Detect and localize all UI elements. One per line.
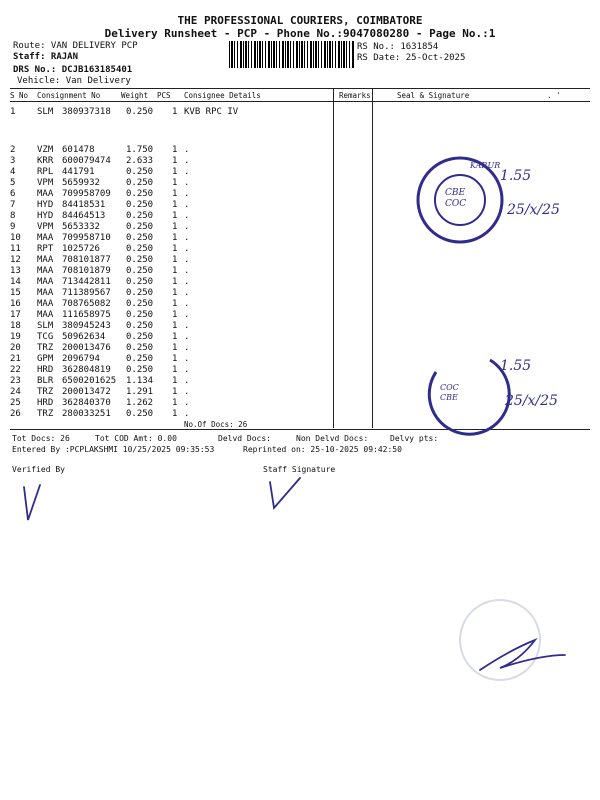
row-sno: 1 [10, 107, 16, 117]
row-code: HYD [37, 211, 54, 221]
staff-label: Staff: RAJAN [13, 52, 79, 62]
row-sno: 24 [10, 387, 21, 397]
row-pcs: 1 [172, 167, 178, 177]
row-consignee: . [184, 233, 190, 243]
runsheet-subtitle: Delivery Runsheet - PCP - Phone No.:9047080280 - Page No.:1 [104, 27, 496, 40]
row-pcs: 1 [172, 156, 178, 166]
drs-number: DRS No.: DCJB163185401 [13, 65, 133, 75]
row-weight: 1.750 [126, 145, 154, 155]
row-weight: 0.250 [126, 321, 154, 331]
row-sno: 22 [10, 365, 21, 375]
row-consignee: . [184, 398, 190, 408]
row-pcs: 1 [172, 200, 178, 210]
row-consignment: 2096794 [62, 354, 100, 364]
reprinted-on: Reprinted on: 25-10-2025 09:42:50 [243, 445, 402, 454]
row-sno: 15 [10, 288, 21, 298]
route-label: Route: VAN DELIVERY PCP [13, 41, 138, 51]
verified-by-label: Verified By [12, 465, 65, 474]
row-code: MAA [37, 310, 54, 320]
row-pcs: 1 [172, 409, 178, 419]
row-code: BLR [37, 376, 54, 386]
row-consignment: 709958710 [62, 233, 111, 243]
row-sno: 7 [10, 200, 16, 210]
delvd-docs: Delvd Docs: [218, 434, 271, 443]
row-pcs: 1 [172, 255, 178, 265]
row-weight: 0.250 [126, 107, 154, 117]
row-weight: 0.250 [126, 255, 154, 265]
row-code: TCG [37, 332, 54, 342]
row-consignee: KVB RPC IV [184, 107, 239, 117]
row-weight: 0.250 [126, 365, 154, 375]
row-sno: 19 [10, 332, 21, 342]
staff-signature-mark [270, 478, 300, 508]
stamp1-cbe: CBE [445, 188, 466, 198]
row-weight: 0.250 [126, 200, 154, 210]
row-weight: 1.262 [126, 398, 154, 408]
row-code: MAA [37, 189, 54, 199]
row-weight: 0.250 [126, 211, 154, 221]
row-code: TRZ [37, 387, 54, 397]
row-consignment: 84464513 [62, 211, 106, 221]
row-sno: 3 [10, 156, 16, 166]
row-consignee: . [184, 365, 190, 375]
row-consignee: . [184, 299, 190, 309]
row-sno: 12 [10, 255, 21, 265]
row-pcs: 1 [172, 387, 178, 397]
row-pcs: 1 [172, 178, 178, 188]
hw2-date: 25/x/25 [505, 393, 558, 409]
col-remarks: Remarks [339, 91, 371, 100]
row-consignment: 50962634 [62, 332, 106, 342]
row-pcs: 1 [172, 310, 178, 320]
bottom-signature-mark [480, 640, 565, 670]
delvy-pts: Delvy pts: [390, 434, 439, 443]
row-code: HYD [37, 200, 54, 210]
row-code: MAA [37, 277, 54, 287]
row-pcs: 1 [172, 343, 178, 353]
row-consignee: . [184, 343, 190, 353]
row-consignee: . [184, 266, 190, 276]
row-weight: 0.250 [126, 178, 154, 188]
verified-signature-mark [24, 485, 40, 520]
row-weight: 1.134 [126, 376, 154, 386]
row-consignment: 1025726 [62, 244, 100, 254]
row-sno: 23 [10, 376, 21, 386]
row-consignee: . [184, 321, 190, 331]
row-weight: 0.250 [126, 266, 154, 276]
stamp2-cbe: CBE [440, 393, 458, 402]
row-consignee: . [184, 409, 190, 419]
row-pcs: 1 [172, 299, 178, 309]
row-sno: 17 [10, 310, 21, 320]
row-weight: 0.250 [126, 244, 154, 254]
row-sno: 10 [10, 233, 21, 243]
row-sno: 9 [10, 222, 16, 232]
col-seal: Seal & Signature [397, 91, 470, 100]
row-consignment: 708765082 [62, 299, 111, 309]
row-consignment: 713442811 [62, 277, 111, 287]
row-pcs: 1 [172, 398, 178, 408]
row-pcs: 1 [172, 244, 178, 254]
row-consignment: 362840370 [62, 398, 111, 408]
row-weight: 0.250 [126, 222, 154, 232]
row-consignment: 380937318 [62, 107, 111, 117]
no-of-docs: No.Of Docs: 26 [184, 420, 248, 429]
row-consignee: . [184, 145, 190, 155]
row-consignment: 601478 [62, 145, 95, 155]
row-sno: 6 [10, 189, 16, 199]
row-sno: 2 [10, 145, 16, 155]
stamp2-coc: COC [440, 383, 459, 392]
row-code: TRZ [37, 343, 54, 353]
row-weight: 0.250 [126, 189, 154, 199]
row-pcs: 1 [172, 189, 178, 199]
row-pcs: 1 [172, 211, 178, 221]
row-sno: 13 [10, 266, 21, 276]
row-consignee: . [184, 376, 190, 386]
row-pcs: 1 [172, 288, 178, 298]
row-consignment: 711389567 [62, 288, 111, 298]
row-code: SLM [37, 107, 54, 117]
row-consignment: 441791 [62, 167, 95, 177]
row-sno: 11 [10, 244, 21, 254]
row-consignment: 5659932 [62, 178, 100, 188]
hw1-date: 25/x/25 [507, 202, 560, 218]
row-consignee: . [184, 222, 190, 232]
row-pcs: 1 [172, 321, 178, 331]
row-code: MAA [37, 266, 54, 276]
entered-by: Entered By :PCPLAKSHMI 10/25/2025 09:35:53 [12, 445, 215, 454]
row-code: VZM [37, 145, 54, 155]
row-sno: 25 [10, 398, 21, 408]
row-consignment: 84418531 [62, 200, 106, 210]
row-code: HRD [37, 398, 54, 408]
row-sno: 16 [10, 299, 21, 309]
row-code: RPL [37, 167, 54, 177]
row-code: VPM [37, 178, 54, 188]
row-weight: 0.250 [126, 310, 154, 320]
row-sno: 26 [10, 409, 21, 419]
row-consignee: . [184, 288, 190, 298]
col-consignee: Consignee Details [184, 91, 261, 100]
row-weight: 0.250 [126, 354, 154, 364]
row-weight: 0.250 [126, 332, 154, 342]
tot-cod: Tot COD Amt: 0.00 [95, 434, 177, 443]
row-pcs: 1 [172, 107, 178, 117]
row-weight: 0.250 [126, 343, 154, 353]
row-consignment: 280033251 [62, 409, 111, 419]
row-code: MAA [37, 233, 54, 243]
row-weight: 0.250 [126, 299, 154, 309]
row-code: HRD [37, 365, 54, 375]
row-consignment: 6500201625 [62, 376, 117, 386]
row-weight: 0.250 [126, 288, 154, 298]
row-sno: 18 [10, 321, 21, 331]
row-pcs: 1 [172, 332, 178, 342]
row-consignment: 380945243 [62, 321, 111, 331]
row-consignee: . [184, 167, 190, 177]
row-weight: 2.633 [126, 156, 154, 166]
col-weight: Weight [121, 91, 149, 100]
row-code: MAA [37, 299, 54, 309]
row-sno: 20 [10, 343, 21, 353]
row-consignment: 708101879 [62, 266, 111, 276]
col-sno: S No [10, 91, 29, 100]
row-consignee: . [184, 244, 190, 254]
row-code: KRR [37, 156, 54, 166]
col-consignment: Consignment No [37, 91, 101, 100]
vehicle-label: Vehicle: Van Delivery [17, 76, 131, 86]
col-extra: . ' [547, 91, 561, 100]
non-delvd-docs: Non Delvd Docs: [296, 434, 369, 443]
hw2-time: 1.55 [500, 358, 532, 374]
row-consignment: 200013472 [62, 387, 111, 397]
row-code: TRZ [37, 409, 54, 419]
row-code: VPM [37, 222, 54, 232]
row-consignment: 362804819 [62, 365, 111, 375]
row-sno: 5 [10, 178, 16, 188]
row-consignee: . [184, 211, 190, 221]
row-consignee: . [184, 354, 190, 364]
tot-docs: Tot Docs: 26 [12, 434, 70, 443]
row-sno: 8 [10, 211, 16, 221]
row-pcs: 1 [172, 145, 178, 155]
row-consignment: 708101877 [62, 255, 111, 265]
row-pcs: 1 [172, 277, 178, 287]
row-pcs: 1 [172, 266, 178, 276]
row-weight: 1.291 [126, 387, 154, 397]
row-sno: 21 [10, 354, 21, 364]
row-pcs: 1 [172, 354, 178, 364]
row-consignee: . [184, 178, 190, 188]
row-consignee: . [184, 277, 190, 287]
row-consignee: . [184, 332, 190, 342]
col-pcs: PCS [157, 91, 171, 100]
row-code: SLM [37, 321, 54, 331]
row-code: MAA [37, 255, 54, 265]
row-consignee: . [184, 200, 190, 210]
row-consignee: . [184, 189, 190, 199]
rs-number: RS No.: 1631854 [357, 42, 439, 52]
row-pcs: 1 [172, 376, 178, 386]
bank-stamp-1 [418, 158, 502, 242]
row-consignment: 5653332 [62, 222, 100, 232]
row-consignment: 200013476 [62, 343, 111, 353]
row-code: RPT [37, 244, 54, 254]
hw1-time: 1.55 [500, 168, 532, 184]
row-weight: 0.250 [126, 167, 154, 177]
stamp1-coc: COC [445, 199, 467, 209]
stamp1-bank: KARUR [470, 161, 501, 170]
row-weight: 0.250 [126, 233, 154, 243]
row-consignee: . [184, 255, 190, 265]
row-sno: 4 [10, 167, 16, 177]
rs-date: RS Date: 25-Oct-2025 [357, 53, 466, 63]
row-pcs: 1 [172, 233, 178, 243]
row-pcs: 1 [172, 365, 178, 375]
row-consignee: . [184, 310, 190, 320]
row-consignee: . [184, 156, 190, 166]
row-weight: 0.250 [126, 277, 154, 287]
row-sno: 14 [10, 277, 21, 287]
bank-stamp-2 [429, 360, 509, 434]
row-consignee: . [184, 387, 190, 397]
row-weight: 0.250 [126, 409, 154, 419]
row-code: MAA [37, 288, 54, 298]
row-consignment: 709958709 [62, 189, 111, 199]
row-consignment: 600079474 [62, 156, 111, 166]
row-consignment: 111658975 [62, 310, 111, 320]
row-code: GPM [37, 354, 54, 364]
staff-signature-label: Staff Signature [263, 465, 336, 474]
row-pcs: 1 [172, 222, 178, 232]
company-title: THE PROFESSIONAL COURIERS, COIMBATORE [177, 14, 423, 27]
